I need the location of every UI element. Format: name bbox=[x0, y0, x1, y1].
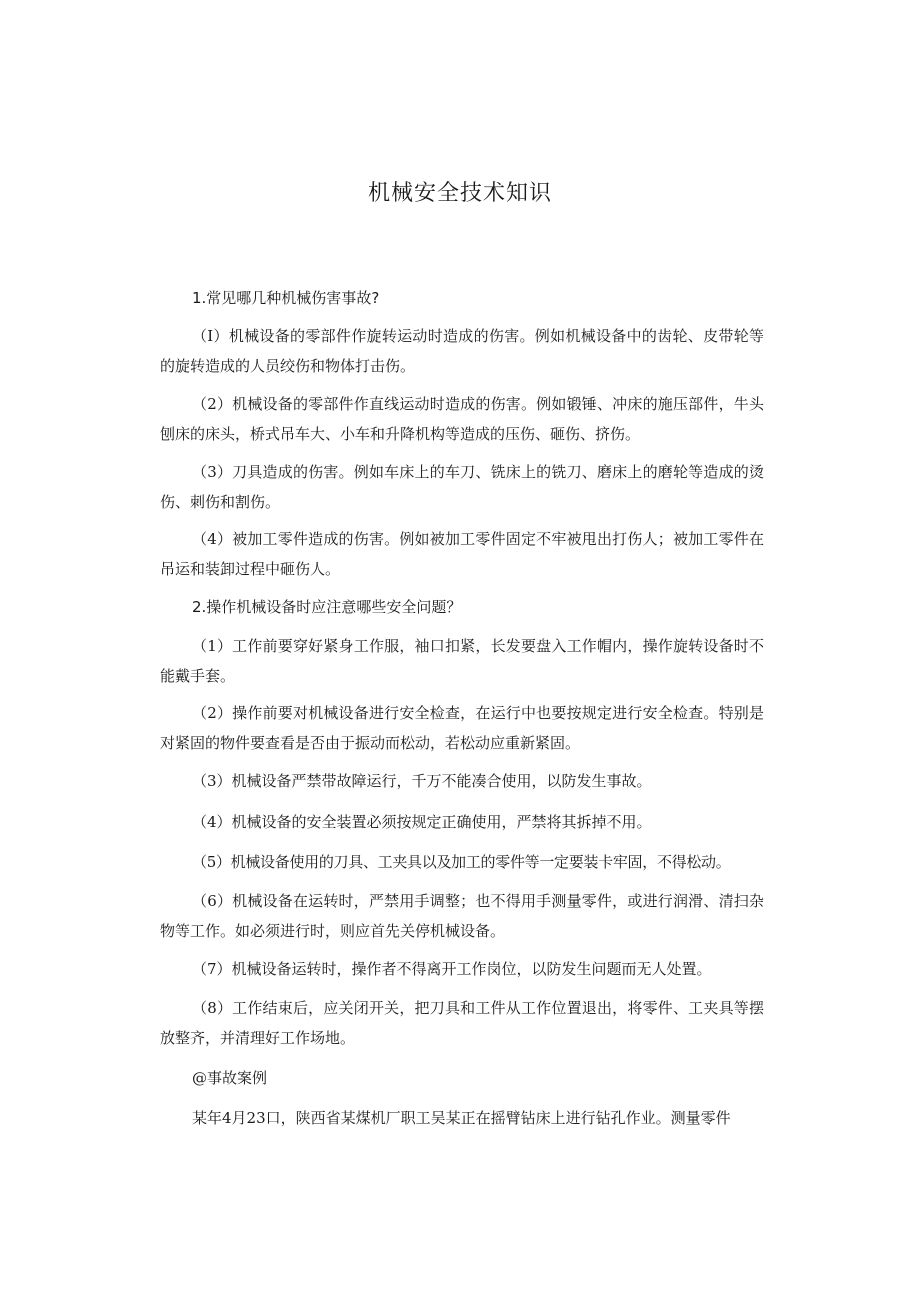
section-2-item-3: （3）机械设备严禁带故障运行，千万不能凑合使用，以防发生事故。 bbox=[192, 772, 652, 790]
section-2-item-6: （6）机械设备在运转时，严禁用手调整；也不得用手测量零件，或进行润滑、清扫杂物等工作。如必须进行时，则应首先关停机械设备。 bbox=[160, 892, 764, 940]
case-text: 某年4月23口，陕西省某煤机厂职工吴某正在摇臂钻床上进行钻孔作业。测量零件 bbox=[192, 1109, 731, 1127]
section-2-heading: 2.操作机械设备时应注意哪些安全问题？ bbox=[192, 598, 462, 616]
section-2-item-5: （5）机械设备使用的刀具、工夹具以及加工的零件等一定要装卡牢固，不得松动。 bbox=[192, 853, 731, 871]
section-1-item-3: （3）刀具造成的伤害。例如车床上的车刀、铣床上的铣刀、磨床上的磨轮等造成的烫伤、刺伤和割伤。 bbox=[160, 463, 764, 511]
section-2-item-7: （7）机械设备运转时，操作者不得离开工作岗位，以防发生问题而无人处置。 bbox=[192, 960, 712, 978]
case-label: @事故案例 bbox=[192, 1069, 268, 1087]
section-2-item-1: （1）工作前要穿好紧身工作服，袖口扣紧，长发要盘入工作帽内，操作旋转设备时不能戴手套。 bbox=[160, 637, 764, 685]
section-1-item-4: （4）被加工零件造成的伤害。例如被加工零件固定不牢被甩出打伤人；被加工零件在吊运和装卸过程中砸伤人。 bbox=[160, 530, 764, 578]
section-2-item-2: （2）操作前要对机械设备进行安全检查，在运行中也要按规定进行安全检查。特别是对紧固的物件要查看是否由于振动而松动，若松动应重新紧固。 bbox=[160, 704, 764, 752]
section-2-item-4: （4）机械设备的安全装置必须按规定正确使用，严禁将其拆掉不用。 bbox=[192, 813, 652, 831]
section-1-item-1: （I）机械设备的零部件作旋转运动时造成的伤害。例如机械设备中的齿轮、皮带轮等的旋转造成的人员绞伤和物体打击伤。 bbox=[160, 327, 764, 375]
section-2-item-8: （8）工作结束后，应关闭开关，把刀具和工件从工作位置退出，将零件、工夹具等摆放整齐，并清理好工作场地。 bbox=[160, 999, 764, 1047]
section-1-heading: 1.常见哪几种机械伤害事故? bbox=[192, 289, 380, 307]
section-1-item-2: （2）机械设备的零部件作直线运动时造成的伤害。例如锻锤、冲床的施压部件，牛头刨床的床头，桥式吊车大、小车和升降机构等造成的压伤、砸伤、挤伤。 bbox=[160, 395, 764, 443]
document-title: 机械安全技术知识 bbox=[367, 181, 552, 206]
